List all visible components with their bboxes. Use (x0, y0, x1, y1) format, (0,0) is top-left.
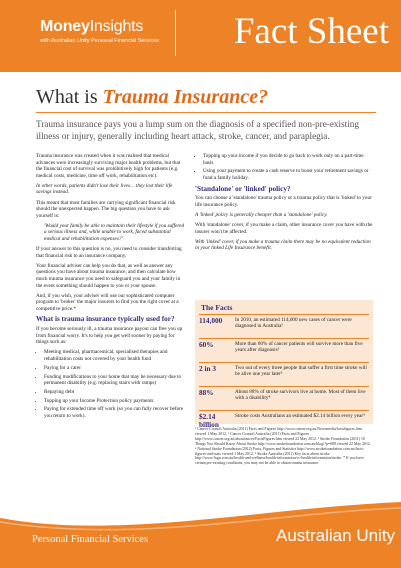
list-item: • Meeting medical, pharmaceutical, specialised therapies and rehabilitation costs not covered by your health fund (44, 349, 186, 362)
fact-row (199, 386, 369, 410)
fact-row (199, 338, 369, 362)
paragraph: Trauma insurance was created when it was realised that medical advances were increasingly surviving major health problems, but that the financial cost of survival was prohibitively high for patients (e.g. medical costs, medicine, time off work, rehabilitation etc). (36, 153, 181, 179)
header-banner (0, 0, 401, 72)
fact-stat: $2.14 billion (199, 412, 219, 429)
paragraph: And, if you wish, your adviser will use our sophisticated computer program to 'broker' the major insurers to find you the right cover at a competitive price.* (36, 292, 179, 312)
fact-text: Two out of every three people that suffer a first time stroke will be alive one year later³ (235, 365, 367, 378)
paragraph: If you become seriously ill, a trauma insurance payout can free you up from financial worry. It's to help you get well sooner by paying for things such as: (36, 326, 183, 346)
brand-name-light: Insights (89, 18, 144, 35)
fact-text: About 88% of stroke survivors live at home. Most of them live with a disability⁴ (235, 389, 366, 402)
facts-title: The Facts (201, 303, 233, 312)
paragraph: With 'linked' cover, if you make a trauma claim there may be no equivalent reduction in your linked Life Insurance benefit. (195, 238, 371, 252)
paragraph: With 'standalone' cover, if you make a claim, other insurance cover you have with the insurer won't be affected. (195, 221, 373, 235)
fact-row (199, 362, 369, 386)
section-heading: What is trauma insurance typically used for? (36, 315, 175, 324)
australian-unity-logo: Australian Unity (276, 526, 396, 545)
paragraph: You can choose a 'standalone' trauma policy or a trauma policy that is 'linked' to your life insurance policy. (195, 195, 372, 208)
uses-list (36, 349, 186, 419)
document-type-title: Fact Sheet (233, 11, 389, 52)
fact-stat: 88% (199, 388, 214, 397)
uses-list-continued (195, 153, 373, 182)
header-divider (175, 10, 176, 56)
list-item: • Paying for extended time off work (so you can fully recover before you return to work). (44, 406, 186, 419)
paragraph: If your answer to this question is no, you need to consider transferring that financial risk to an insurance company. (36, 246, 182, 259)
brand-name-bold: Money (40, 18, 90, 35)
fact-stat: 114,000 (199, 316, 223, 325)
title-prefix: What is (36, 86, 103, 108)
paragraph: A 'linked' policy is generally cheaper than a 'standalone' policy. (195, 211, 328, 218)
brand-subtitle: with Australian Unity Personal Financial Services (40, 38, 159, 44)
footnotes: ¹ Cancer Council Australia (2011) Facts and Figures http://www.cancer.org.au/Newsmedia/factsfigures.htm viewed 1 May 2012. ² Cancer Council Australia (2011) Facts and Figures http://www.cancer.org.au/aboutcancer/FactsFigures.htm viewed 22 May 2012. ³ Stroke Foundation (2011) 10 Things You Should Know About Stroke http://www.strokefoundation.com.au/blog/?p=688 viewed 22 May 2012. ⁴ National Stroke Foundation (2012) Facts, Figures and Statistics http://www.strokefoundation.com.au/facts-figures-and-stats viewed 1 May 2012. ⁵ Stroke Australia (2011) Key facts about stroke http://www.3sgu.com.au/health-and-wellness/health-information/cc-health-information/stroke. * If you have certain pre-existing conditions, you may not be able to obtain trauma insurance. (195, 427, 371, 466)
fact-stat: 2 in 3 (199, 364, 217, 373)
fact-text: More than 60% of cancer patients will survive more than five years after diagnosis² (235, 341, 363, 354)
right-column (195, 153, 373, 255)
quote: 'Would your family be able to maintain their lifestyle if you suffered a serious illness and, while unable to work, faced substantial medical and rehabilitation expenses?' (44, 222, 185, 243)
left-column (36, 153, 186, 423)
list-item: • Funding modifications to your home that may be necessary due to permanent disability (e.g. replacing stairs with ramps) (44, 374, 186, 387)
section-heading: 'Standalone' or 'linked' policy? (195, 184, 291, 193)
footer-banner (0, 500, 401, 568)
fact-text: In 2010, an estimated 114,000 new cases of cancer were diagnosed in Australia¹ (235, 317, 352, 330)
paragraph: This meant that most families are carrying significant financial risk should the unexpected happen. The big question you have to ask yourself is: (36, 199, 176, 219)
footer-service-name: Personal Financial Services (32, 534, 149, 545)
paragraph: Your financial adviser can help you do that, as well as answer any questions you have about trauma insurance, and then calculate how much trauma insurance you need to safeguard you and your family in the event something should happen to you or your spouse. (36, 262, 181, 289)
title-rule (36, 112, 376, 113)
list-item: • Topping up your Income Protection policy payments (44, 398, 186, 405)
list-item: • Topping up your income if you decide to go back to work only on a part-time basis (203, 153, 373, 166)
paragraph: In other words, patients didn't lose their lives… they lost their life savings instead. (36, 182, 173, 196)
list-item: • Repaying debt (44, 389, 186, 396)
page-title (36, 86, 268, 109)
brand-logo (40, 18, 159, 44)
list-item: • Paying for a carer (44, 365, 186, 372)
fact-stat: 60% (199, 340, 214, 349)
intro-paragraph: Trauma insurance pays you a lump sum on the diagnosis of a specified non-pre-existing illness or injury, generally including heart attack, stroke, cancer, and paraplegia. (36, 119, 359, 141)
facts-box (195, 300, 373, 429)
fact-row (199, 314, 369, 338)
fact-text: Stroke costs Australians an estimated $2.14 billion every year⁵ (235, 413, 365, 419)
list-item: • Using your payment to create a cash reserve to boost your retirement savings or fund a family holiday. (203, 168, 373, 181)
title-emphasis: Trauma Insurance? (102, 86, 269, 108)
